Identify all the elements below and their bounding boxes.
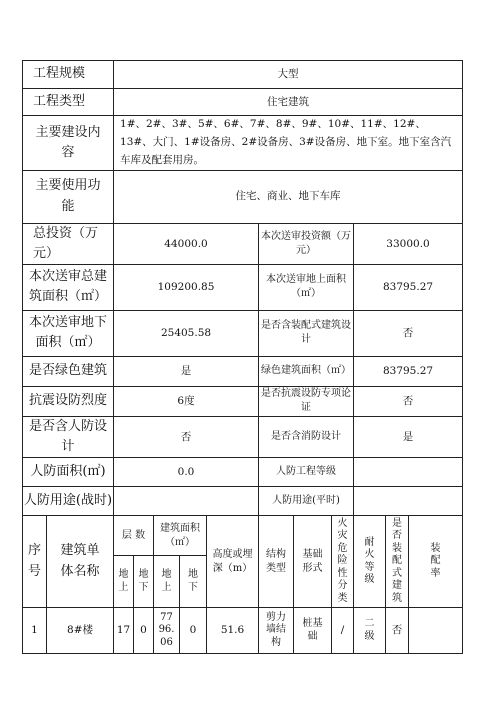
label-civil-use-war: 人防用途(战时) — [23, 487, 114, 516]
label-seismic-review: 是否抗震设防专项论证 — [259, 386, 354, 416]
value-function: 住宅、商业、地下车库 — [114, 170, 463, 223]
unit-area-above: 7796.06 — [154, 608, 180, 654]
row-type — [23, 89, 463, 116]
header-prefab-rate: 装配率 — [409, 516, 463, 608]
value-green-area: 83795.27 — [354, 356, 463, 386]
label-scale: 工程规模 — [23, 61, 114, 89]
label-civil-area: 人防面积(㎡) — [23, 458, 114, 487]
project-info-table — [22, 60, 463, 654]
label-type: 工程类型 — [23, 89, 114, 116]
label-invest: 总投资（万元） — [23, 223, 114, 264]
row-area-under — [23, 310, 463, 356]
header-prefab: 是否装配式建筑 — [386, 516, 409, 608]
header-floors-below: 地下 — [134, 556, 154, 608]
label-prefab-design: 是否含装配式建筑设计 — [259, 310, 354, 356]
row-civil-use — [23, 487, 463, 516]
value-prefab-design: 否 — [354, 310, 463, 356]
header-foundation: 基础形式 — [294, 516, 332, 608]
label-civil-use-peace: 人防用途(平时) — [259, 487, 354, 516]
units-header-row-1 — [23, 516, 463, 556]
value-seismic-review: 否 — [354, 386, 463, 416]
header-height: 高度或埋深（m） — [207, 516, 259, 608]
row-function — [23, 170, 463, 223]
unit-row — [23, 608, 463, 654]
row-seismic — [23, 386, 463, 416]
label-content: 主要建设内容 — [23, 116, 114, 171]
unit-seq: 1 — [23, 608, 47, 654]
value-civil-use-peace — [354, 487, 463, 516]
unit-fire-rating: 二级 — [354, 608, 386, 654]
header-floors-above: 地上 — [114, 556, 134, 608]
value-area-total: 109200.85 — [114, 264, 259, 310]
header-seq: 序号 — [23, 516, 47, 608]
row-civil-defense — [23, 416, 463, 457]
row-area-total — [23, 264, 463, 310]
unit-height: 51.6 — [207, 608, 259, 654]
row-green — [23, 356, 463, 386]
header-name: 建筑单体名称 — [47, 516, 114, 608]
label-green: 是否绿色建筑 — [23, 356, 114, 386]
row-civil-area — [23, 458, 463, 487]
value-civil-grade — [354, 458, 463, 487]
row-invest — [23, 223, 463, 264]
label-civil-defense: 是否含人防设计 — [23, 416, 114, 457]
label-seismic: 抗震设防烈度 — [23, 386, 114, 416]
unit-floors-above: 17 — [114, 608, 134, 654]
label-green-area: 绿色建筑面积（㎡） — [259, 356, 354, 386]
header-area: 建筑面积（㎡） — [154, 516, 207, 556]
header-fire-risk: 火灾危险性分类 — [332, 516, 354, 608]
value-content: 1#、2#、3#、5#、6#、7#、8#、9#、10#、11#、12#、13#、大门、1#设备房、2#设备房、3#设备房、地下室。地下室含汽车库及配套用房。 — [114, 116, 463, 171]
value-invest-review: 33000.0 — [354, 223, 463, 264]
label-area-total: 本次送审总建筑面积（㎡） — [23, 264, 114, 310]
value-civil-area: 0.0 — [114, 458, 259, 487]
value-scale: 大型 — [114, 61, 463, 89]
row-scale — [23, 61, 463, 89]
label-function: 主要使用功能 — [23, 170, 114, 223]
value-civil-use-war — [114, 487, 259, 516]
unit-area-below: 0 — [180, 608, 207, 654]
unit-fire-risk: / — [332, 608, 354, 654]
header-area-below: 地下 — [180, 556, 207, 608]
row-content — [23, 116, 463, 171]
value-seismic: 6度 — [114, 386, 259, 416]
unit-prefab: 否 — [386, 608, 409, 654]
label-invest-review: 本次送审投资额（万元） — [259, 223, 354, 264]
value-fire-design: 是 — [354, 416, 463, 457]
unit-floors-below: 0 — [134, 608, 154, 654]
label-area-above: 本次送审地上面积（㎡） — [259, 264, 354, 310]
value-area-under: 25405.58 — [114, 310, 259, 356]
header-structure: 结构类型 — [259, 516, 294, 608]
unit-foundation: 桩基础 — [294, 608, 332, 654]
label-area-under: 本次送审地下面积（㎡） — [23, 310, 114, 356]
header-floors: 层 数 — [114, 516, 154, 556]
unit-name: 8#楼 — [47, 608, 114, 654]
value-green: 是 — [114, 356, 259, 386]
value-type: 住宅建筑 — [114, 89, 463, 116]
value-civil-defense: 否 — [114, 416, 259, 457]
header-fire-rating: 耐火等级 — [354, 516, 386, 608]
value-area-above: 83795.27 — [354, 264, 463, 310]
header-area-above: 地上 — [154, 556, 180, 608]
unit-structure: 剪力墙结构 — [259, 608, 294, 654]
label-fire-design: 是否含消防设计 — [259, 416, 354, 457]
value-invest: 44000.0 — [114, 223, 259, 264]
label-civil-grade: 人防工程等级 — [259, 458, 354, 487]
unit-prefab-rate — [409, 608, 463, 654]
